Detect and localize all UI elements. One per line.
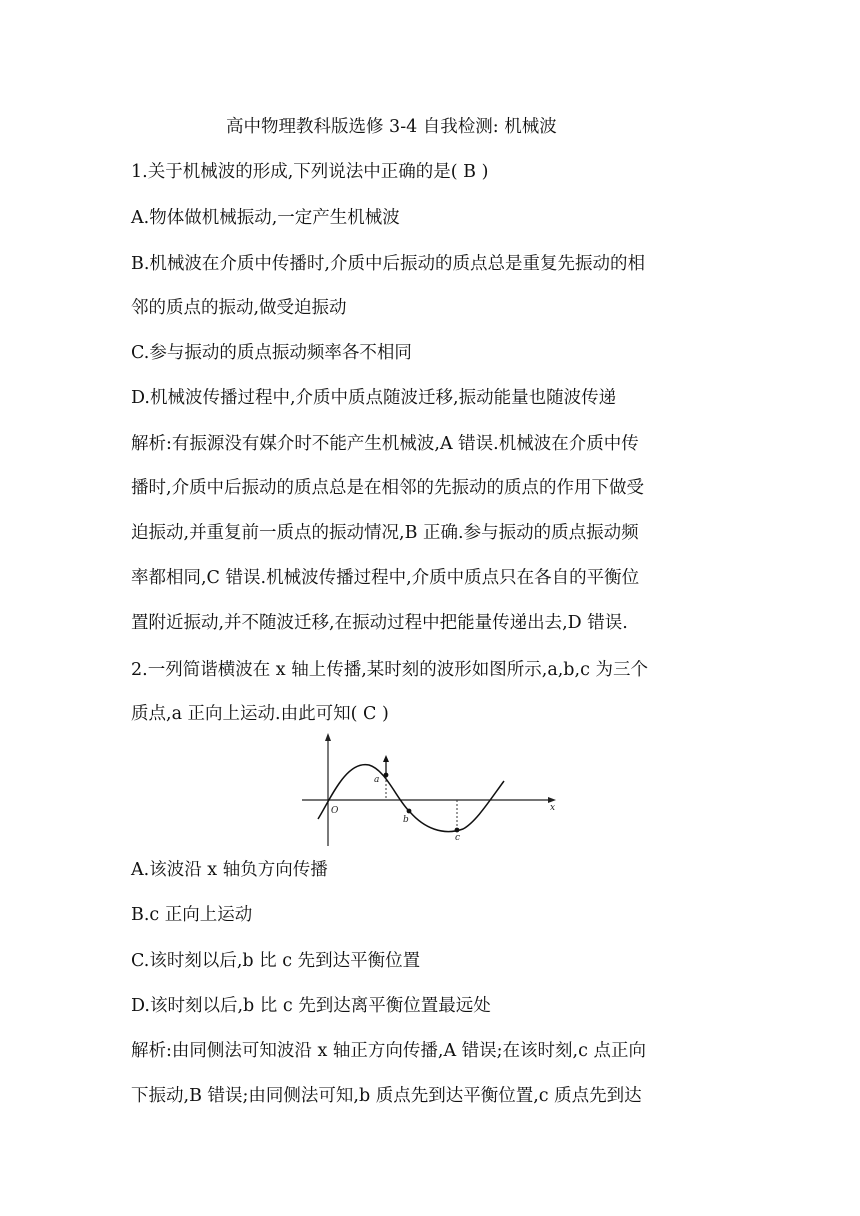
question-1-analysis-line: 置附近振动,并不随波迁移,在振动过程中把能量传递出去,D 错误. (131, 613, 628, 633)
origin-label: O (331, 806, 339, 816)
question-1-analysis-line: 解析:有振源没有媒介时不能产生机械波,A 错误.机械波在介质中传 (131, 434, 639, 454)
question-2-stem-cont: 质点,a 正向上运动.由此可知( C ) (131, 704, 389, 724)
point-b-label: b (403, 815, 409, 825)
question-1-stem: 1.关于机械波的形成,下列说法中正确的是( B ) (131, 162, 489, 182)
point-a-label: a (374, 775, 380, 785)
question-1-option-b: B.机械波在介质中传播时,介质中后振动的质点总是重复先振动的相 (131, 254, 645, 274)
question-1-option-c: C.参与振动的质点振动频率各不相同 (131, 343, 412, 363)
question-2-analysis-line: 解析:由同侧法可知波沿 x 轴正方向传播,A 错误;在该时刻,c 点正向 (131, 1041, 646, 1061)
document-title: 高中物理教科版选修 3-4 自我检测: 机械波 (226, 117, 557, 137)
question-1-option-b-cont: 邻的质点的振动,做受迫振动 (131, 298, 347, 318)
point-b-marker (407, 809, 412, 814)
question-2-option-c: C.该时刻以后,b 比 c 先到达平衡位置 (131, 951, 421, 971)
point-c-marker (455, 828, 460, 833)
wave-diagram (298, 732, 560, 848)
wave-figure (298, 732, 560, 848)
question-2-analysis-line: 下振动,B 错误;由同侧法可知,b 质点先到达平衡位置,c 质点先到达 (131, 1086, 642, 1106)
question-2-stem: 2.一列简谐横波在 x 轴上传播,某时刻的波形如图所示,a,b,c 为三个 (131, 660, 648, 680)
question-1-analysis-line: 率都相同,C 错误.机械波传播过程中,介质中质点只在各自的平衡位 (131, 568, 640, 588)
y-axis-arrow (325, 733, 331, 741)
question-1-option-d: D.机械波传播过程中,介质中质点随波迁移,振动能量也随波传递 (131, 388, 617, 408)
question-1-analysis-line: 播时,介质中后振动的质点总是在相邻的先振动的质点的作用下做受 (131, 478, 645, 498)
point-c-label: c (455, 833, 461, 843)
question-2-option-b: B.c 正向上运动 (131, 905, 253, 925)
point-a-arrowhead (383, 755, 389, 762)
question-2-option-d: D.该时刻以后,b 比 c 先到达离平衡位置最远处 (131, 996, 491, 1016)
question-2-option-a: A.该波沿 x 轴负方向传播 (131, 860, 328, 880)
question-1-option-a: A.物体做机械振动,一定产生机械波 (131, 208, 400, 228)
question-1-analysis-line: 迫振动,并重复前一质点的振动情况,B 正确.参与振动的质点振动频 (131, 523, 639, 543)
wave-curve (318, 765, 504, 832)
x-axis-label: x (550, 803, 556, 813)
